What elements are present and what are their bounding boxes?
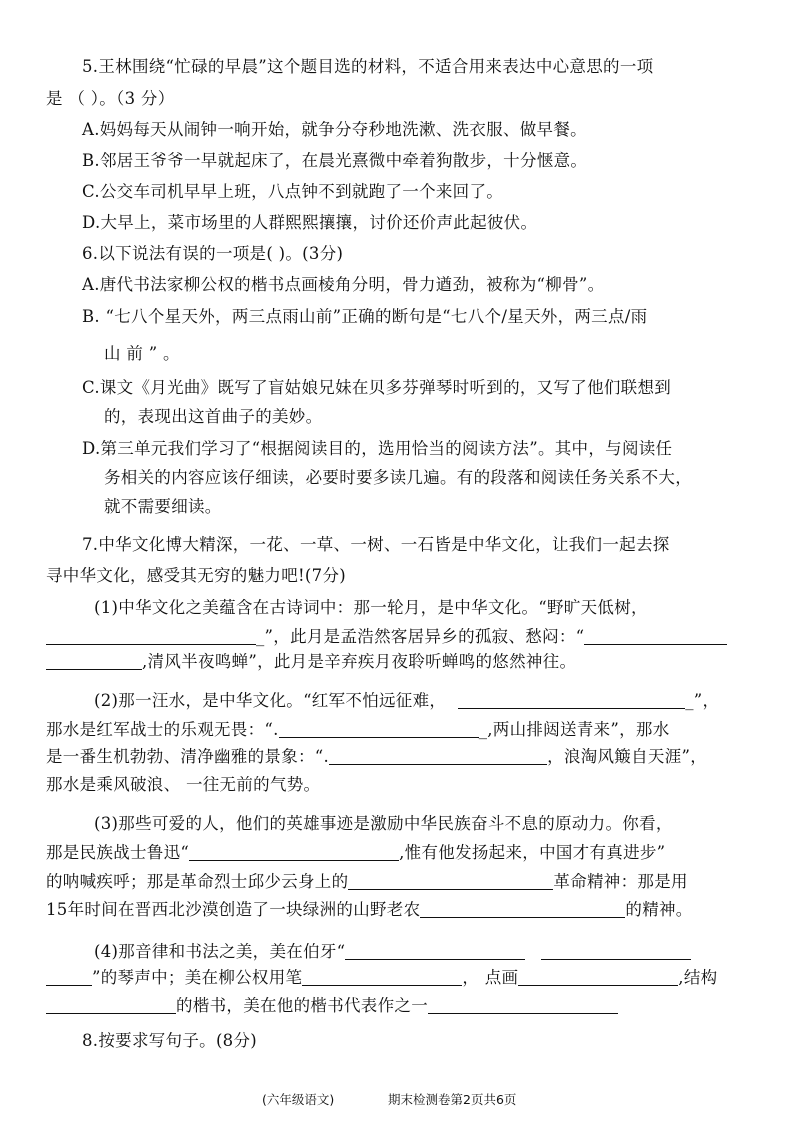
q7-1-text-a: (1)中华文化之美蕴含在古诗词中：那一轮月，是中华文化。“野旷天低树， — [94, 598, 648, 617]
q6-option-d-line1: D.第三单元我们学习了“根据阅读目的，选用恰当的阅读方法”。其中，与阅读任 — [82, 439, 673, 458]
q7-3-text-c1: 的呐喊疾呼；那是革命烈士邱少云身上的 — [46, 872, 349, 891]
q5-stem-line2: 是 （ ）。（3 分） — [46, 89, 175, 108]
q7-4-blank-3[interactable] — [302, 968, 462, 986]
q7-1-blank-2-cont[interactable] — [46, 652, 142, 670]
q7-4-text-c1: 的楷书，美在他的楷书代表作之一 — [176, 996, 428, 1015]
q7-3-blank-3[interactable] — [420, 900, 625, 918]
q7-2-text-c2: ，浪淘风簸自天涯”， — [547, 747, 708, 766]
q7-2-blank-3[interactable] — [329, 747, 547, 765]
q7-3-text-c2: 革命精神：那是用 — [553, 872, 688, 891]
q7-3-text-b2: ,惟有他发扬起来，中国才有真进步” — [399, 843, 666, 862]
q7-4-text-a: (4)那音律和书法之美，美在伯牙“ — [94, 942, 346, 961]
q7-4-blank-2[interactable] — [541, 942, 691, 960]
q6-option-c-line2: 的，表现出这首曲子的美妙。 — [104, 407, 323, 426]
q6-option-d-line3: 就不需要细读。 — [104, 497, 222, 516]
q5-option-a: A.妈妈每天从闹钟一响开始，就争分夺秒地洗漱、洗衣服、做早餐。 — [82, 120, 587, 139]
q7-4-blank-1[interactable] — [345, 942, 525, 960]
q5-option-b: B.邻居王爷爷一早就起床了，在晨光熹微中牵着狗散步，十分惬意。 — [82, 151, 588, 170]
q6-stem: 6.以下说法有误的一项是( )。(3分) — [82, 244, 344, 263]
q7-3-text-a: (3)那些可爱的人，他们的英雄事迹是激励中华民族奋斗不息的原动力。你看， — [94, 814, 673, 833]
q5-option-c: C.公交车司机早早上班，八点钟不到就跑了一个来回了。 — [82, 182, 504, 201]
q7-2-text-d: 那水是乘风破浪、 一往无前的气势。 — [46, 775, 321, 794]
q7-2-text-b1: 那水是红军战士的乐观无畏：“. — [46, 720, 279, 739]
q7-4-blank-4[interactable] — [518, 968, 678, 986]
q7-4-blank-5[interactable] — [46, 996, 176, 1014]
q7-2-text-b2: _,两山排闼送青来”，那水 — [478, 720, 670, 739]
q7-1-blank-1[interactable] — [46, 627, 256, 645]
q7-3-text-b1: 那是民族战士鲁迅“ — [46, 843, 190, 862]
q7-4-text-b1: ”的琴声中；美在柳公权用笔 — [92, 968, 303, 987]
footer-grade: (六年级语文) — [262, 1092, 335, 1107]
q7-3-blank-1[interactable] — [189, 843, 399, 861]
q7-stem-line1: 7.中华文化博大精深，一花、一草、一树、一石皆是中华文化，让我们一起去探 — [82, 535, 670, 554]
q7-4-text-b3: ,结构 — [678, 968, 718, 987]
q7-1-text-c: ,清风半夜鸣蝉”，此月是辛弃疾月夜聆听蝉鸣的悠然神往。 — [142, 652, 577, 671]
q7-2-blank-2[interactable] — [279, 720, 479, 738]
q7-1-text-b: _”，此月是孟浩然客居异乡的孤寂、愁闷：“ — [256, 627, 585, 646]
q7-4-text-b2: ， 点画 — [462, 968, 519, 987]
q7-3-blank-2[interactable] — [348, 872, 553, 890]
q7-4-blank-2-cont[interactable] — [46, 968, 92, 986]
q7-2-text-c1: 是一番生机勃勃、清净幽雅的景象：“. — [46, 747, 330, 766]
q7-2-text-a: (2)那一汪水，是中华文化。“红军不怕远征难， — [94, 691, 447, 710]
q6-option-b-line1: B. “七八个星天外，两三点雨山前”正确的断句是“七八个/星天外，两三点/雨 — [82, 307, 648, 326]
q7-stem-line2: 寻中华文化，感受其无穷的魅力吧!(7分) — [46, 566, 347, 585]
q5-option-d: D.大早上，菜市场里的人群熙熙攘攘，讨价还价声此起彼伏。 — [82, 213, 538, 232]
footer-page-info: 期末检测卷第2页共6页 — [388, 1092, 517, 1107]
q8-stem: 8.按要求写句子。(8分) — [82, 1031, 258, 1050]
q6-option-a: A.唐代书法家柳公权的楷书点画棱角分明，骨力遒劲，被称为“柳骨”。 — [82, 275, 605, 294]
q7-2-blank-1[interactable] — [458, 691, 685, 709]
q7-3-text-d2: 的精神。 — [625, 900, 693, 919]
q6-option-c-line1: C.课文《月光曲》既写了盲姑娘兄妹在贝多芬弹琴时听到的，又写了他们联想到 — [82, 378, 672, 397]
q6-option-b-line2: 山 前 ” 。 — [104, 344, 180, 363]
q7-3-text-d1: 15年时间在晋西北沙漠创造了一块绿洲的山野老农 — [46, 900, 421, 919]
q7-4-blank-6[interactable] — [428, 996, 618, 1014]
q5-stem-line1: 5.王林围绕“忙碌的早晨”这个题目选的材料，不适合用来表达中心意思的一项 — [82, 57, 654, 76]
q7-2-text-a-end: _”， — [685, 691, 720, 710]
q7-1-blank-2[interactable] — [584, 627, 727, 645]
q6-option-d-line2: 务相关的内容应该仔细读，必要时要多读几遍。有的段落和阅读任务关系不大， — [104, 468, 692, 487]
